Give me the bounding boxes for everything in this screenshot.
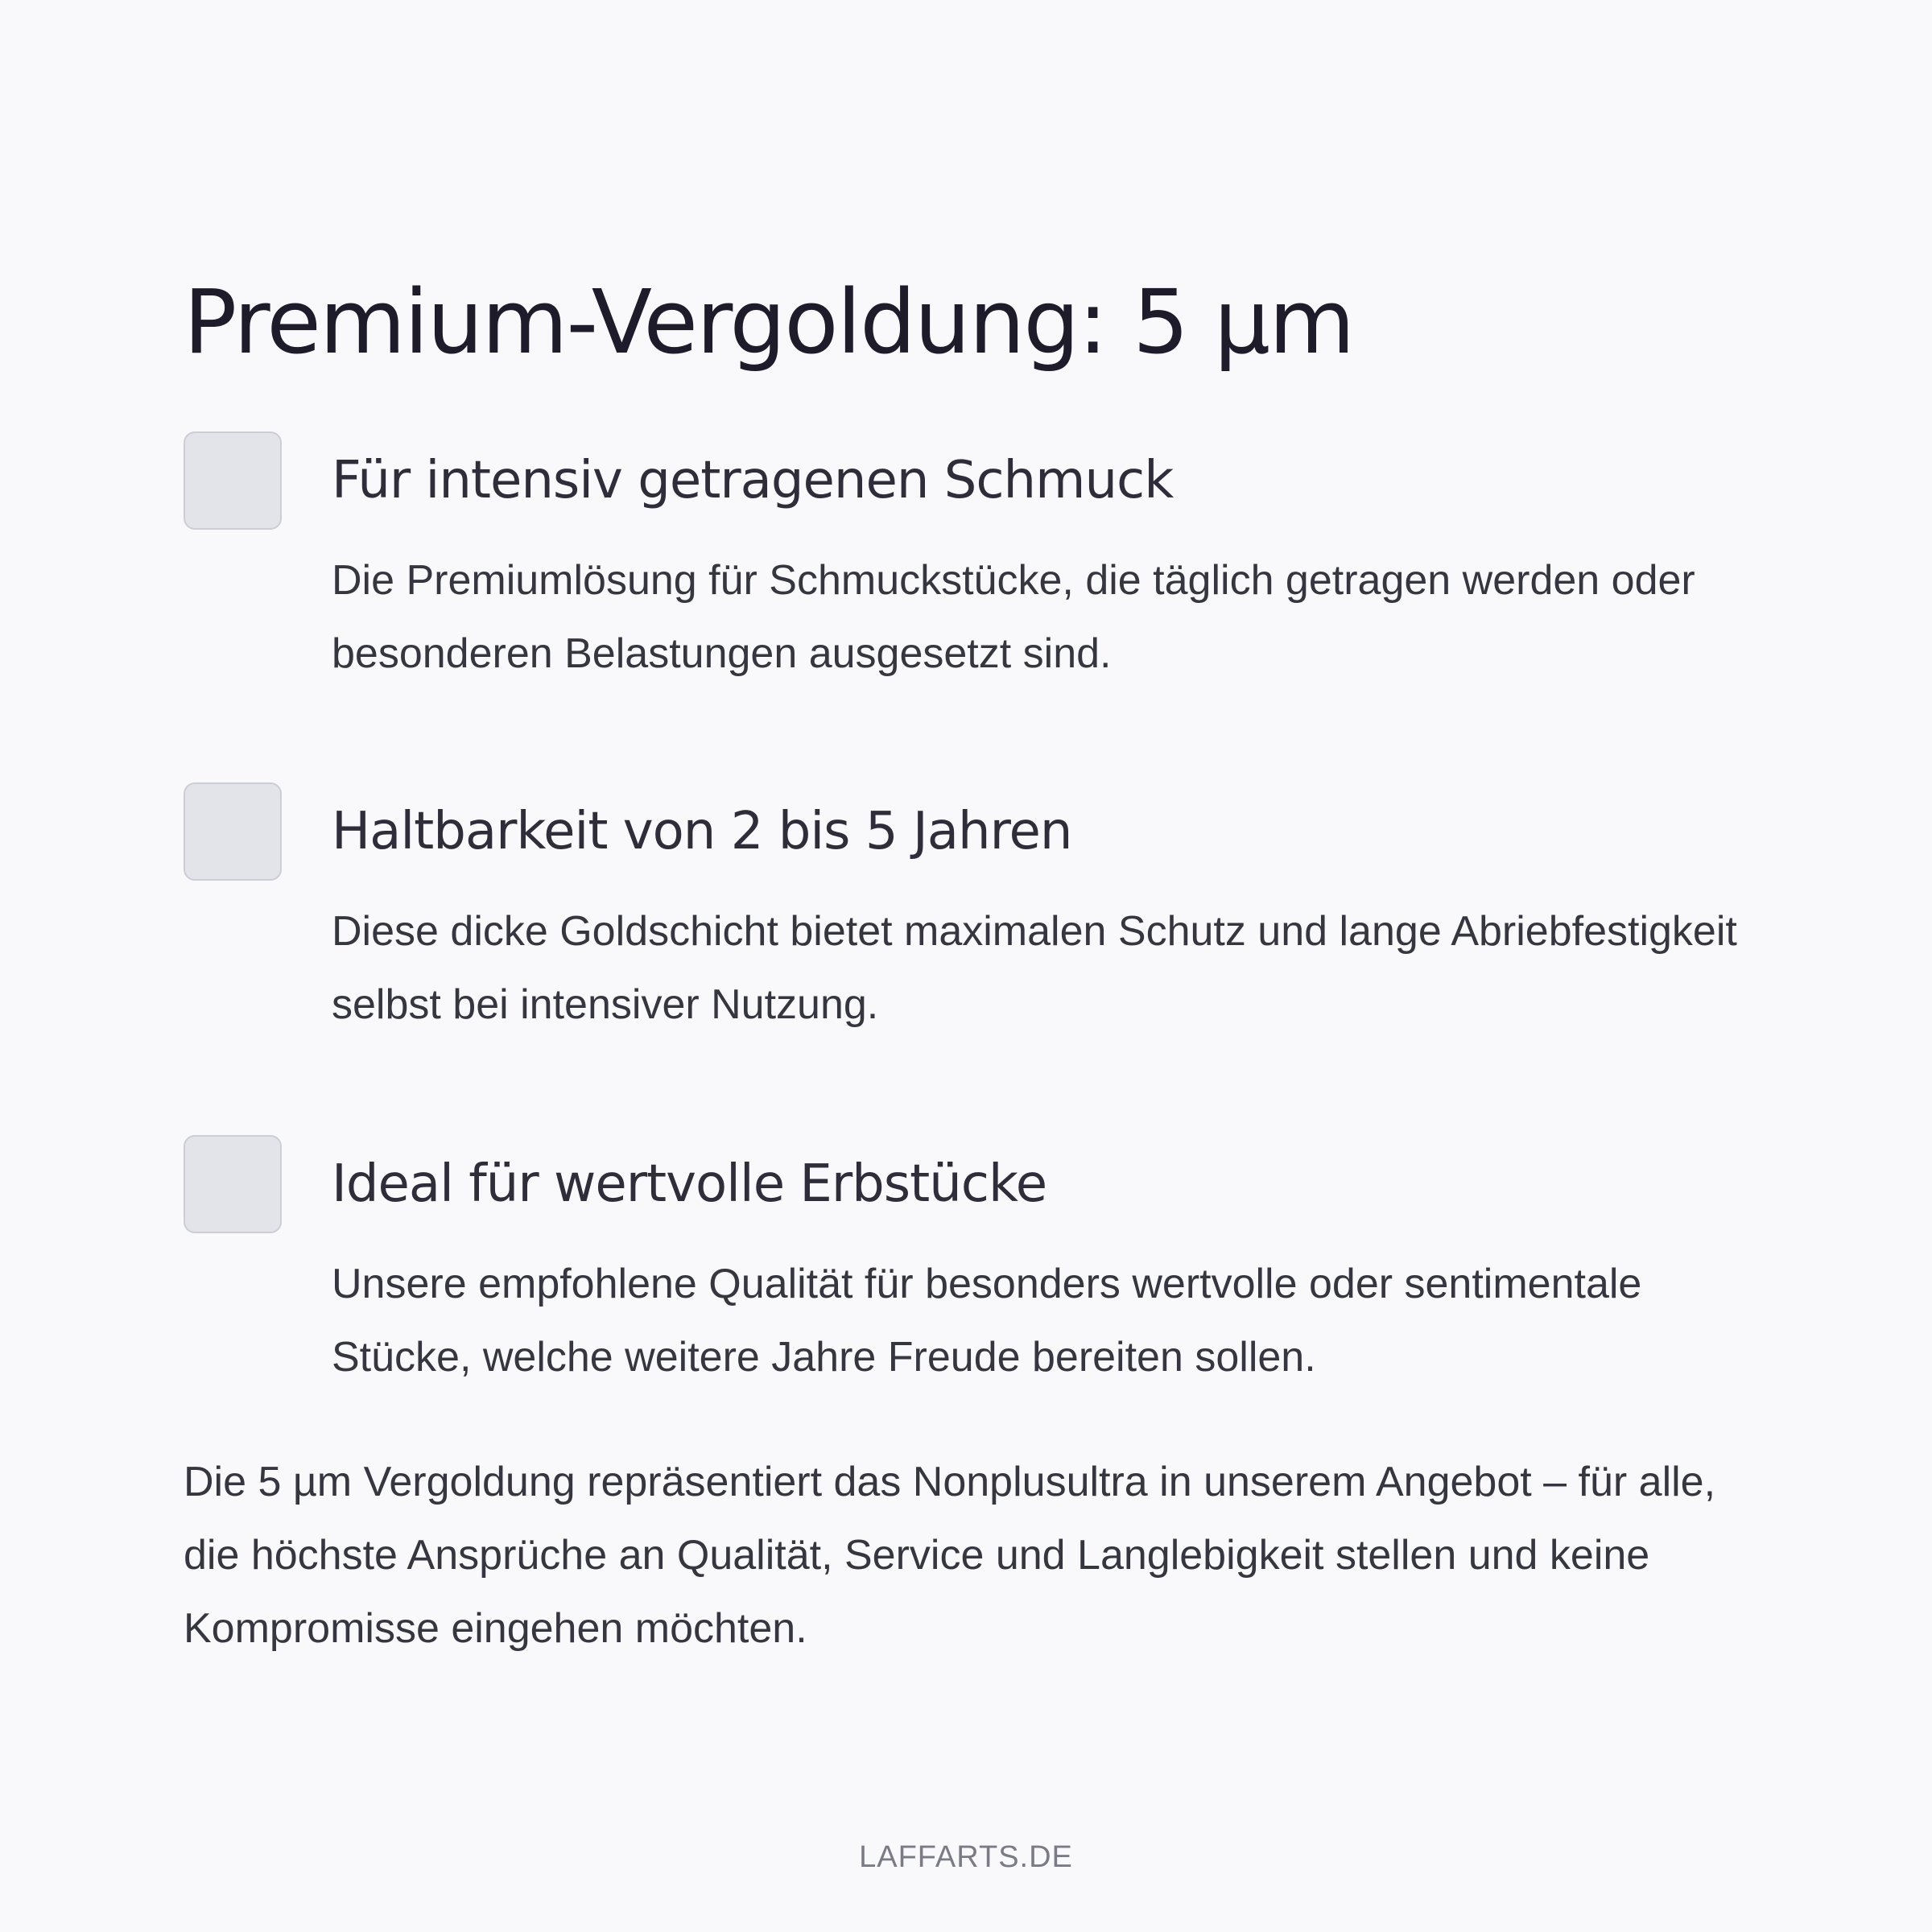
- feature-description: Die Premiumlösung für Schmuckstücke, die täglich getragen werden oder besonderen Belastungen ausgesetzt sind.: [332, 557, 1695, 677]
- feature-description: Diese dicke Goldschicht bietet maximalen Schutz und lange Abriebfestigkeit selbst bei intensiver Nutzung.: [332, 908, 1737, 1028]
- feature-icon-placeholder: [184, 431, 282, 530]
- feature-icon-placeholder: [184, 1135, 282, 1233]
- feature-icon-placeholder: [184, 782, 282, 881]
- feature-title: Haltbarkeit von 2 bis 5 Jahren: [332, 802, 1072, 861]
- feature-description: Unsere empfohlene Qualität für besonders wertvolle oder sentimentale Stücke, welche weitere Jahre Freude bereiten sollen.: [332, 1261, 1642, 1381]
- page-title: Premium-Vergoldung: 5 µm: [184, 270, 1354, 374]
- feature-title: Ideal für wertvolle Erbstücke: [332, 1154, 1047, 1214]
- feature-title: Für intensiv getragenen Schmuck: [332, 451, 1174, 510]
- summary-paragraph: Die 5 µm Vergoldung repräsentiert das Nonplusultra in unserem Angebot – für alle, die höchste Ansprüche an Qualität, Service und Langlebigkeit stellen und keine Kompromisse eingehen möchten.: [184, 1459, 1716, 1652]
- footer-brand: LAFFARTS.DE: [859, 1840, 1073, 1874]
